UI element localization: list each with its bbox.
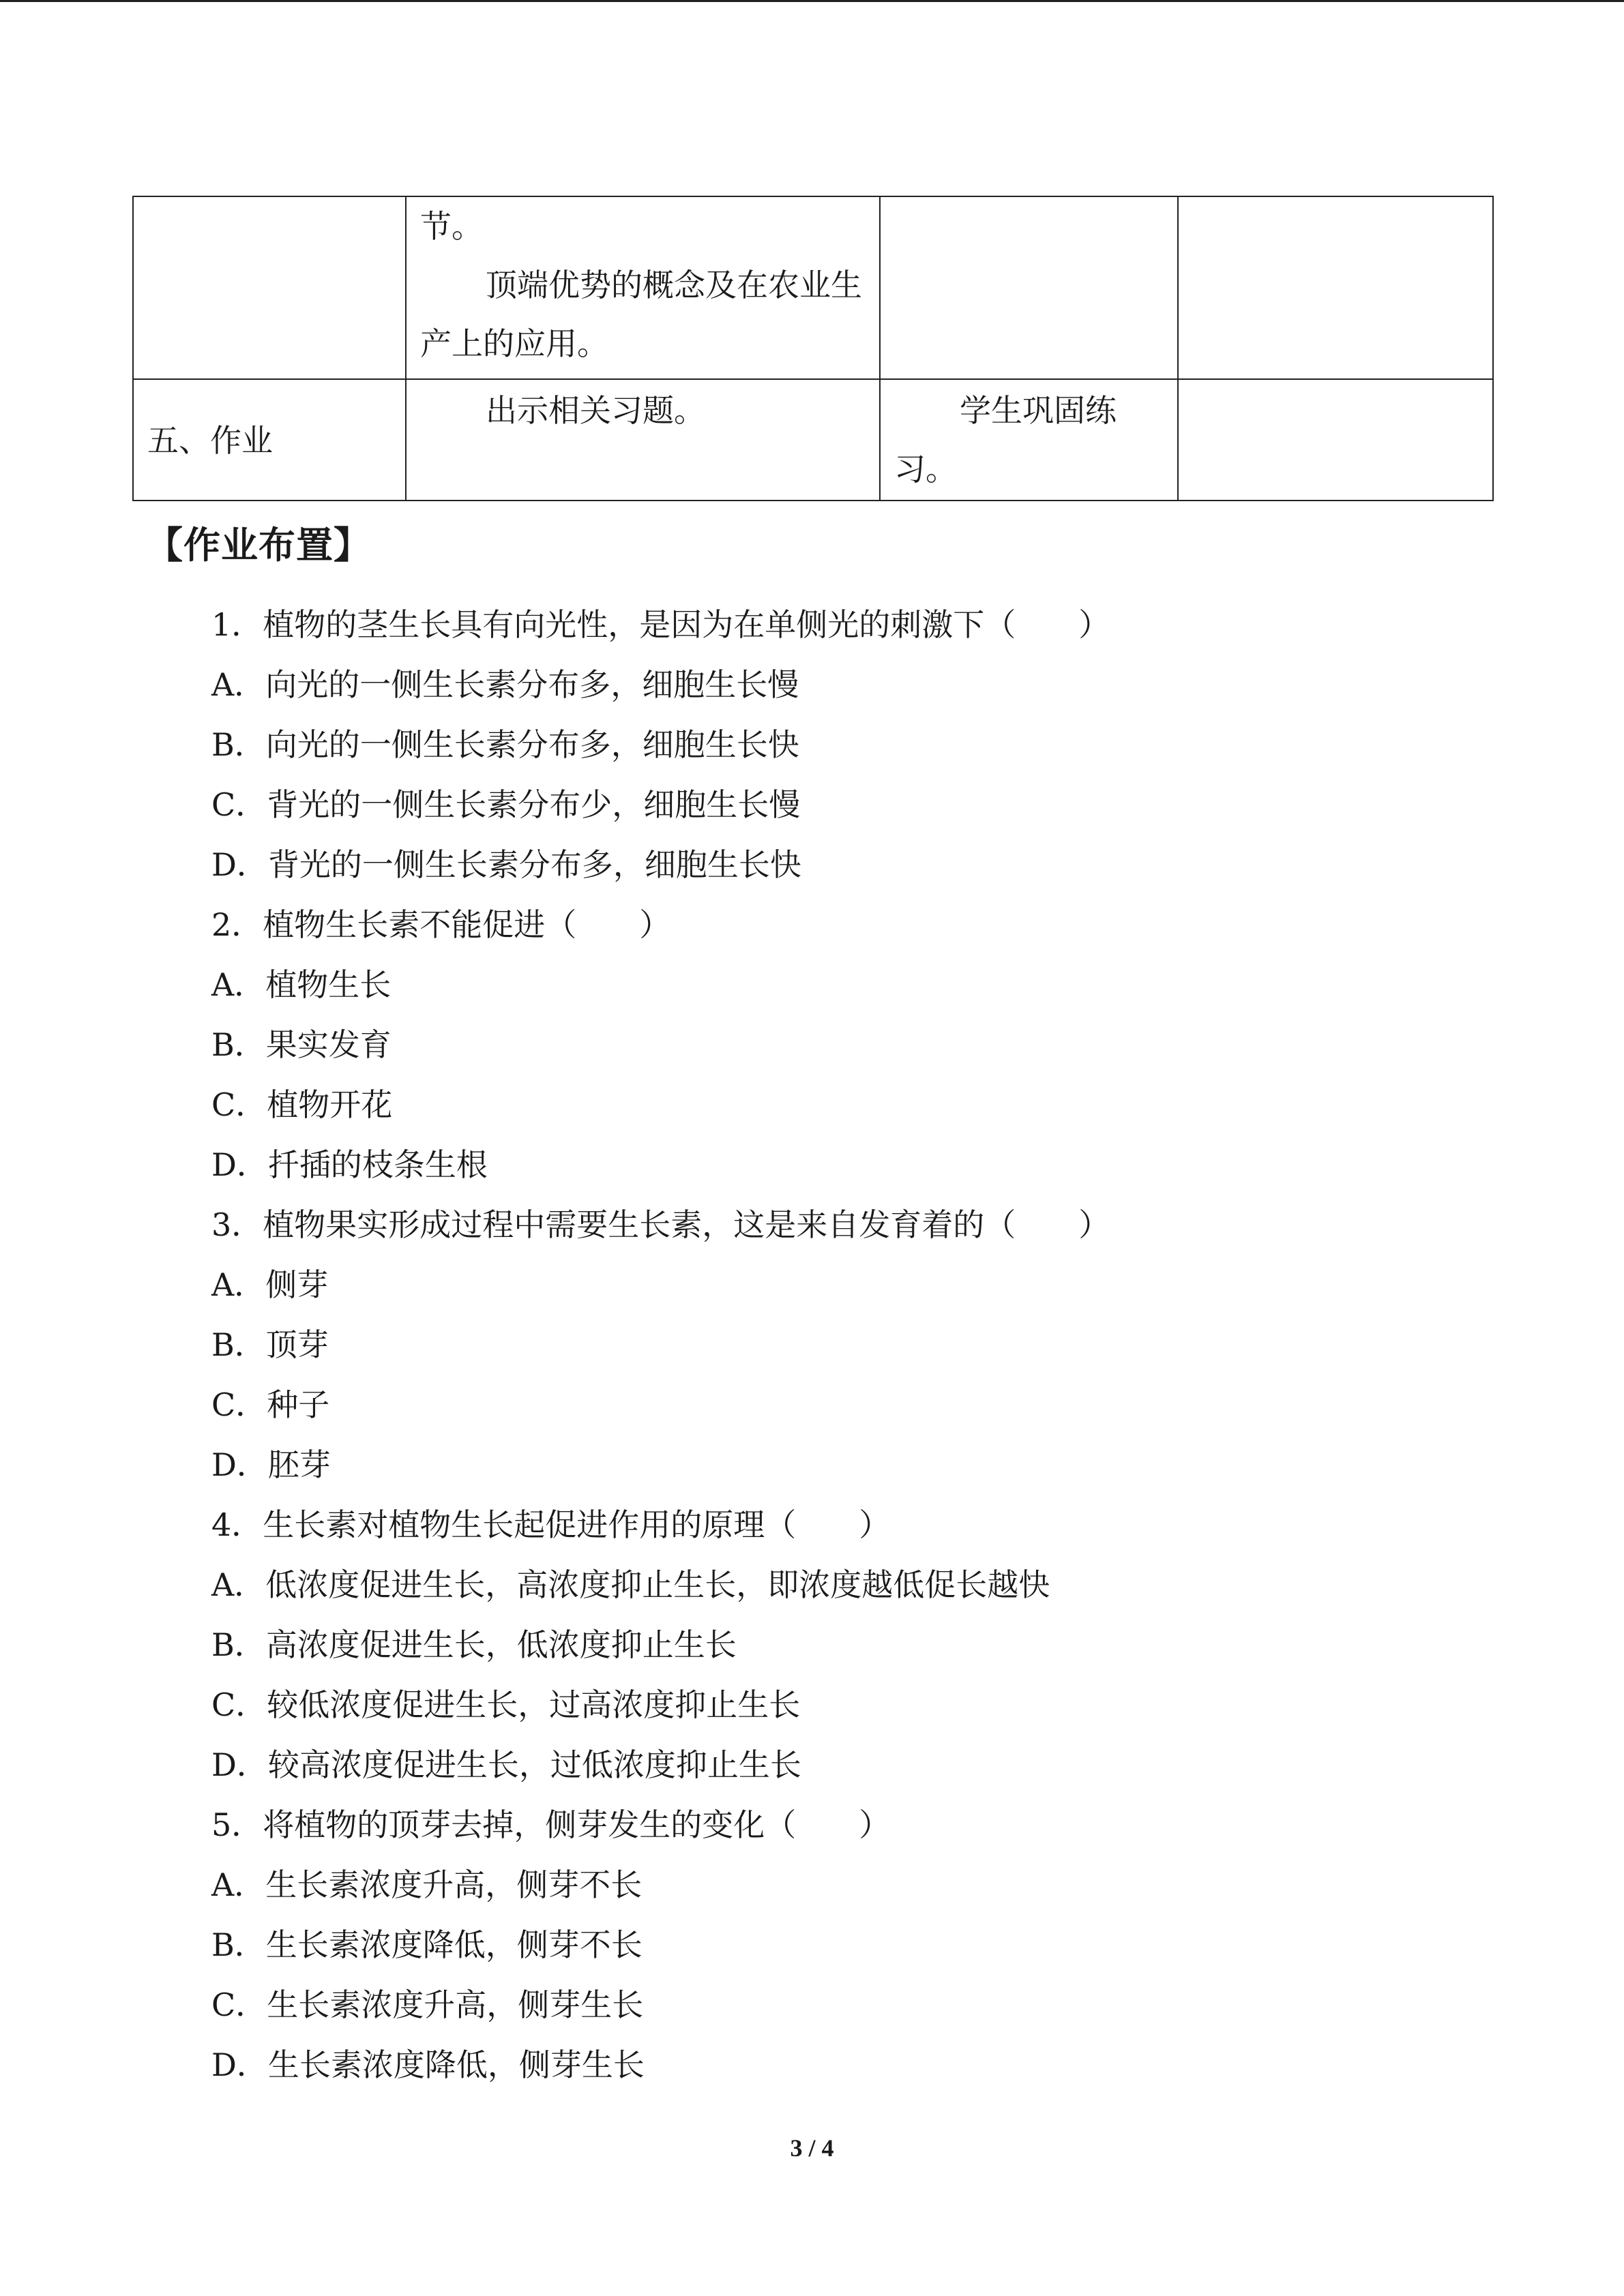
answer-option: A．植物生长 — [211, 966, 392, 1003]
teacher-activity-line: 出示相关习题。 — [486, 392, 705, 429]
homework-question-list — [211, 595, 1439, 2095]
question-stem: 2．植物生长素不能促进（ ） — [211, 906, 671, 943]
question-stem: 5．将植物的顶芽去掉，侧芽发生的变化（ ） — [211, 1806, 891, 1843]
answer-option: C．生长素浓度升高，侧芽生长 — [211, 1986, 644, 2023]
answer-option: A．向光的一侧生长素分布多，细胞生长慢 — [211, 666, 799, 703]
teacher-activity-line: 节。 — [420, 208, 483, 245]
table-row — [133, 379, 1493, 501]
answer-option: A．侧芽 — [211, 1266, 329, 1303]
stage-cell — [133, 379, 406, 501]
design-intent-cell — [1178, 196, 1493, 379]
stage-cell — [133, 196, 406, 379]
answer-option: B．顶芽 — [211, 1326, 329, 1363]
page-top-border — [0, 0, 1624, 2]
answer-option: D．较高浓度促进生长，过低浓度抑止生长 — [211, 1746, 801, 1783]
answer-option: D．生长素浓度降低，侧芽生长 — [211, 2046, 645, 2083]
lesson-plan-table — [132, 196, 1494, 501]
answer-option: A．低浓度促进生长，高浓度抑止生长，即浓度越低促长越快 — [211, 1566, 1050, 1603]
page-number: 3 / 4 — [790, 2134, 834, 2162]
teacher-activity-cell — [406, 379, 880, 501]
answer-option: D．扦插的枝条生根 — [211, 1146, 488, 1183]
question-stem: 1．植物的茎生长具有向光性，是因为在单侧光的刺激下（ ） — [211, 606, 1110, 643]
answer-option: C．植物开花 — [211, 1086, 393, 1123]
answer-option: B．向光的一侧生长素分布多，细胞生长快 — [211, 726, 799, 763]
design-intent-cell — [1178, 379, 1493, 501]
answer-option: D．胚芽 — [211, 1446, 331, 1483]
answer-option: A．生长素浓度升高，侧芽不长 — [211, 1866, 643, 1903]
answer-option: D．背光的一侧生长素分布多，细胞生长快 — [211, 846, 801, 883]
stage-label: 五、作业 — [147, 422, 273, 459]
question-stem: 3．植物果实形成过程中需要生长素，这是来自发育着的（ ） — [211, 1206, 1110, 1243]
teacher-activity-line: 顶端优势的概念及在农业生产上的应用。 — [420, 267, 862, 362]
answer-option: C．背光的一侧生长素分布少，细胞生长慢 — [211, 786, 801, 823]
answer-option: B．高浓度促进生长，低浓度抑止生长 — [211, 1626, 737, 1663]
answer-option: B．果实发育 — [211, 1026, 392, 1063]
student-activity-text: 学生巩固练习。 — [894, 392, 1117, 488]
homework-heading: 【作业布置】 — [146, 524, 371, 567]
answer-option: B．生长素浓度降低，侧芽不长 — [211, 1926, 643, 1963]
answer-option: C．种子 — [211, 1386, 330, 1423]
student-activity-cell — [880, 196, 1178, 379]
answer-option: C．较低浓度促进生长，过高浓度抑止生长 — [211, 1686, 801, 1723]
question-stem: 4．生长素对植物生长起促进作用的原理（ ） — [211, 1506, 891, 1543]
teacher-activity-cell — [406, 196, 880, 379]
table-row — [133, 196, 1493, 379]
student-activity-cell — [880, 379, 1178, 501]
